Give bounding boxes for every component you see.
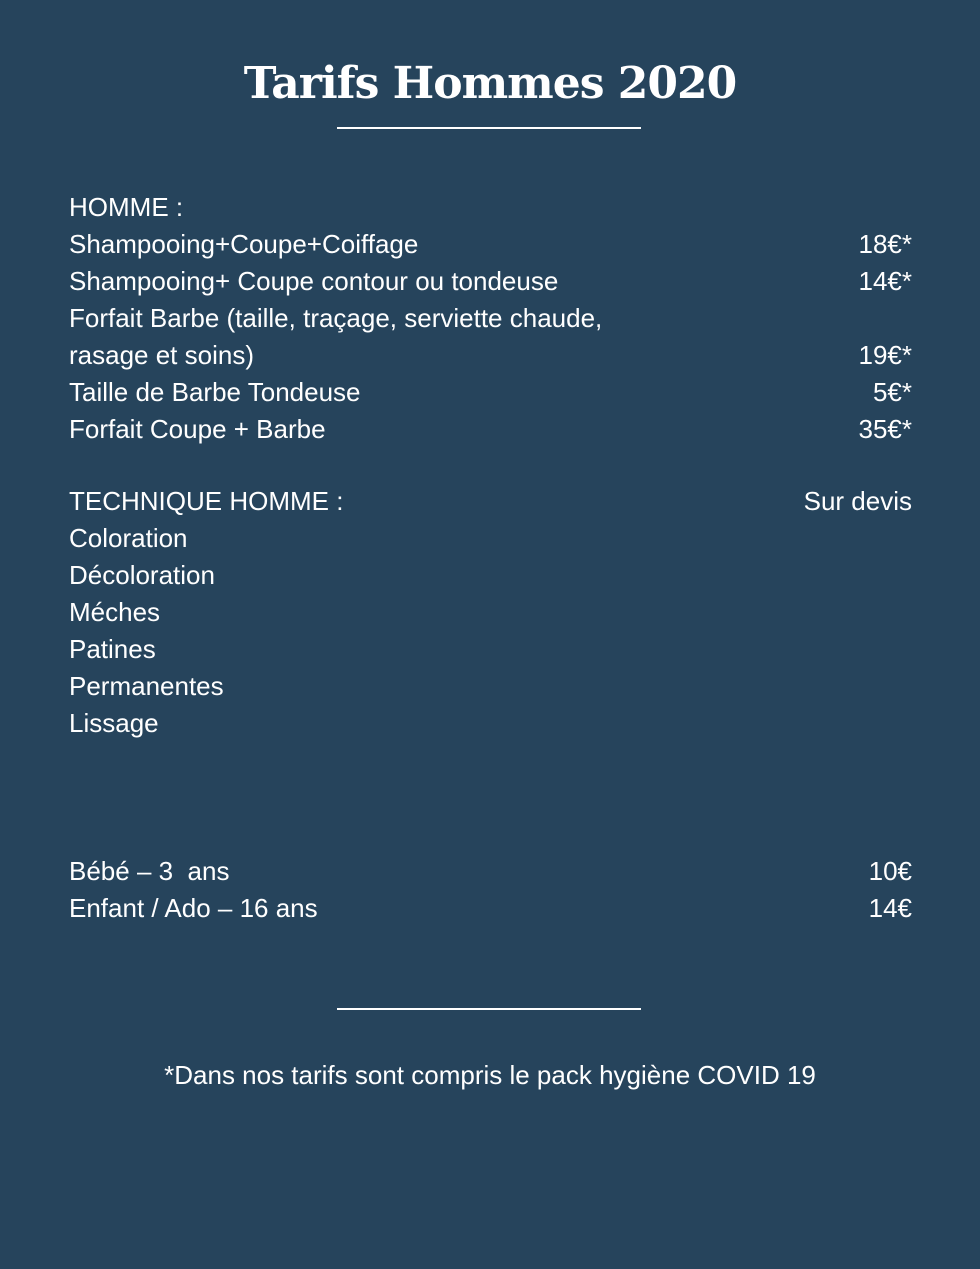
list-item	[69, 594, 912, 631]
price-row	[69, 853, 912, 890]
section-heading-row	[69, 483, 912, 520]
service-label: Taille de Barbe Tondeuse	[69, 377, 361, 407]
service-label: Shampooing+ Coupe contour ou tondeuse	[69, 266, 559, 296]
price-row	[69, 411, 912, 448]
service-price: 5€*	[872, 377, 912, 407]
homme-section	[69, 189, 912, 448]
price-row	[69, 226, 912, 263]
technique-price: Sur devis	[803, 486, 912, 516]
price-row	[69, 337, 912, 374]
age-label: Enfant / Ado – 16 ans	[69, 893, 318, 923]
price-row	[69, 263, 912, 300]
age-price: 14€	[868, 893, 912, 923]
price-row	[69, 374, 912, 411]
service-price: 18€*	[858, 229, 912, 259]
technique-item: Décoloration	[69, 560, 215, 590]
technique-item: Lissage	[69, 708, 159, 738]
service-price: 35€*	[858, 414, 912, 444]
list-item	[69, 705, 912, 742]
list-item	[69, 668, 912, 705]
technique-section	[69, 483, 912, 742]
technique-item: Permanentes	[69, 671, 224, 701]
service-label: Shampooing+Coupe+Coiffage	[69, 229, 419, 259]
age-label: Bébé – 3 ans	[69, 856, 230, 886]
footer-divider	[337, 1008, 641, 1010]
list-item	[69, 520, 912, 557]
page-title: Tarifs Hommes 2020	[243, 58, 737, 109]
list-item	[69, 631, 912, 668]
service-price: 14€*	[858, 266, 912, 296]
price-row	[69, 890, 912, 927]
service-price: 19€*	[858, 340, 912, 370]
title-divider	[337, 127, 641, 129]
enfants-section	[69, 853, 912, 927]
service-label: Forfait Coupe + Barbe	[69, 414, 326, 444]
price-row	[69, 300, 912, 337]
technique-heading: TECHNIQUE HOMME :	[69, 486, 344, 516]
age-price: 10€	[868, 856, 912, 886]
homme-heading: HOMME :	[69, 192, 184, 222]
technique-item: Coloration	[69, 523, 188, 553]
service-label: rasage et soins)	[69, 340, 254, 370]
covid-footnote: *Dans nos tarifs sont compris le pack hygiène COVID 19	[164, 1060, 816, 1090]
technique-item: Méches	[69, 597, 161, 627]
list-item	[69, 557, 912, 594]
technique-item: Patines	[69, 634, 156, 664]
service-label: Forfait Barbe (taille, traçage, serviette chaude,	[69, 303, 603, 333]
section-heading-row	[69, 189, 912, 226]
